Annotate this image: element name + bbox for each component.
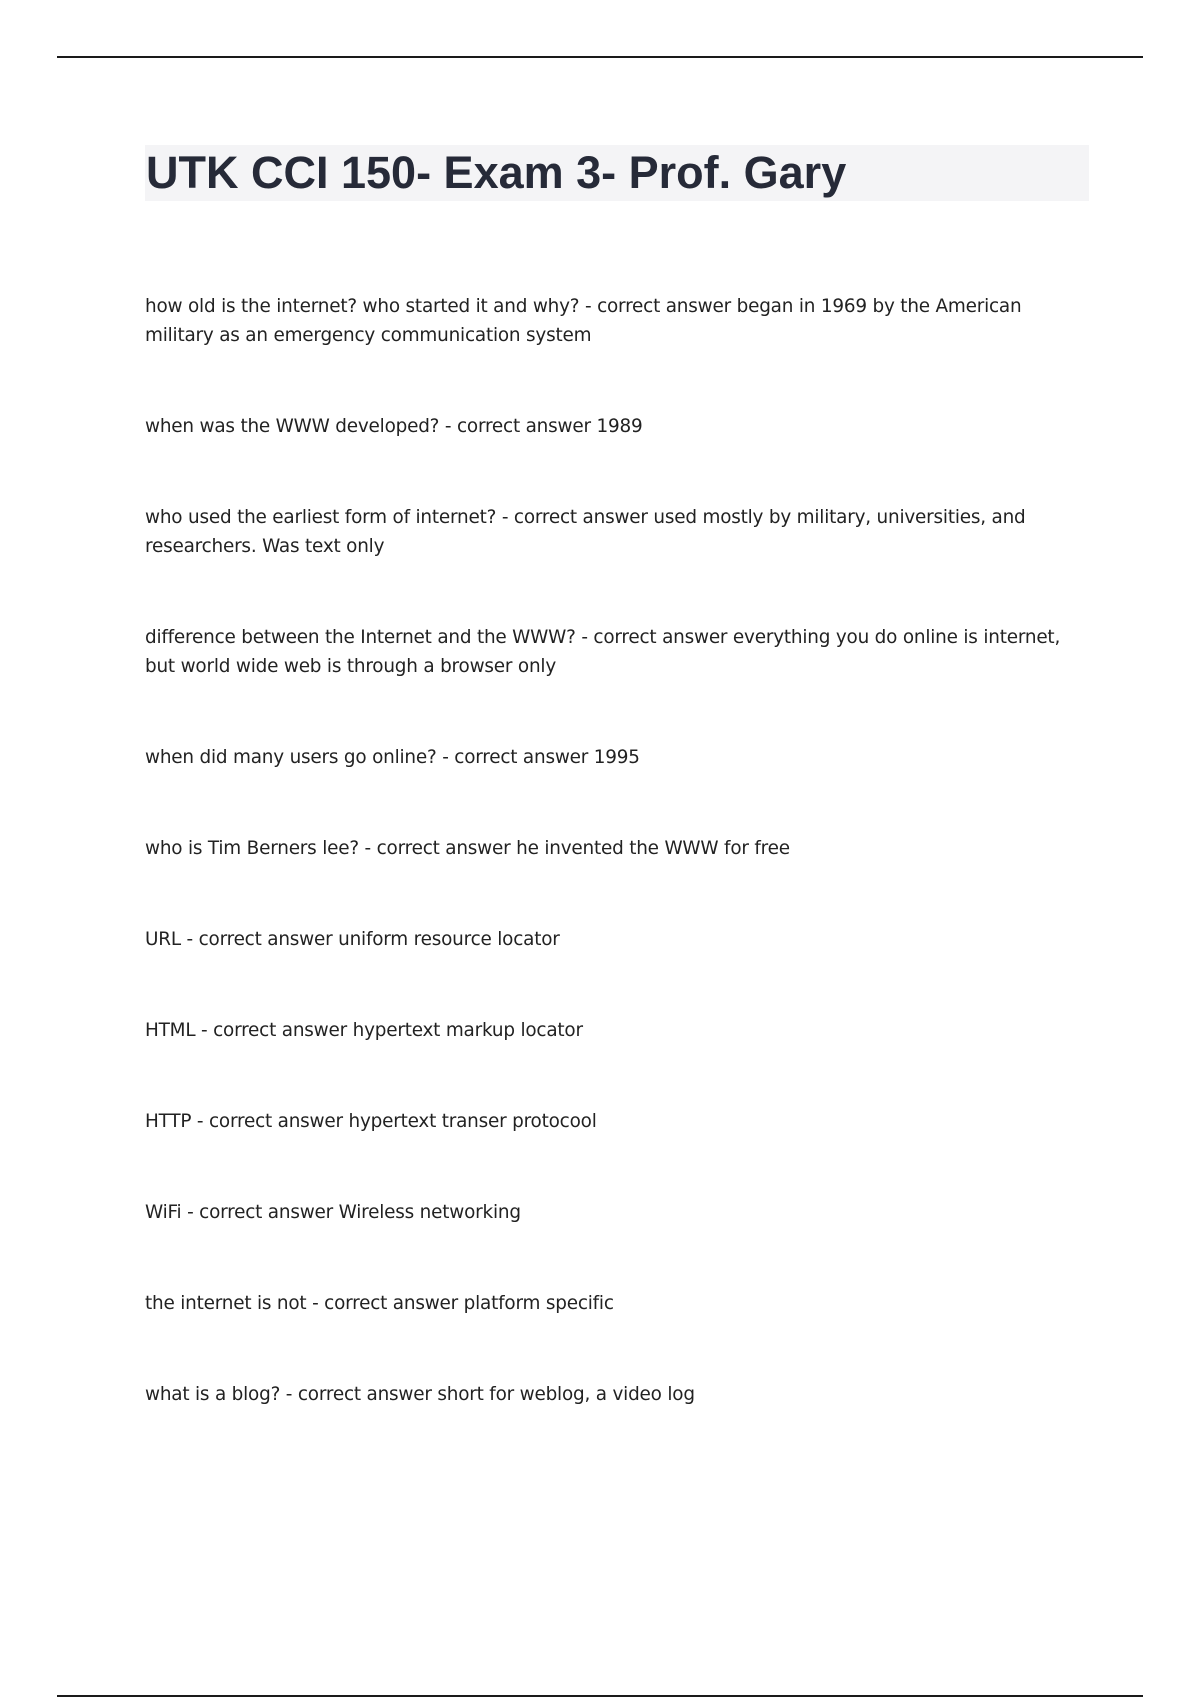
qa-item: when did many users go online? - correct answer 1995 <box>145 747 640 768</box>
qa-item: difference between the Internet and the WWW? - correct answer everything you do online is internet, but world wide web is through a browser only <box>145 627 1061 677</box>
qa-item: what is a blog? - correct answer short for weblog, a video log <box>145 1384 695 1405</box>
qa-list <box>145 292 1085 1471</box>
qa-item: HTML - correct answer hypertext markup locator <box>145 1020 583 1041</box>
bottom-rule <box>57 1695 1143 1697</box>
qa-item: the internet is not - correct answer platform specific <box>145 1293 614 1314</box>
qa-item: WiFi - correct answer Wireless networking <box>145 1202 521 1223</box>
top-rule <box>57 56 1143 58</box>
qa-item: who used the earliest form of internet? - correct answer used mostly by military, universities, and researchers. Was text only <box>145 507 1026 557</box>
qa-item: URL - correct answer uniform resource locator <box>145 929 560 950</box>
qa-item: when was the WWW developed? - correct answer 1989 <box>145 416 643 437</box>
qa-item: who is Tim Berners lee? - correct answer he invented the WWW for free <box>145 838 790 859</box>
document-title: UTK CCI 150- Exam 3- Prof. Gary <box>146 147 847 198</box>
qa-item: HTTP - correct answer hypertext transer protocool <box>145 1111 597 1132</box>
qa-item: how old is the internet? who started it and why? - correct answer began in 1969 by the American military as an emergency communication system <box>145 296 1022 346</box>
